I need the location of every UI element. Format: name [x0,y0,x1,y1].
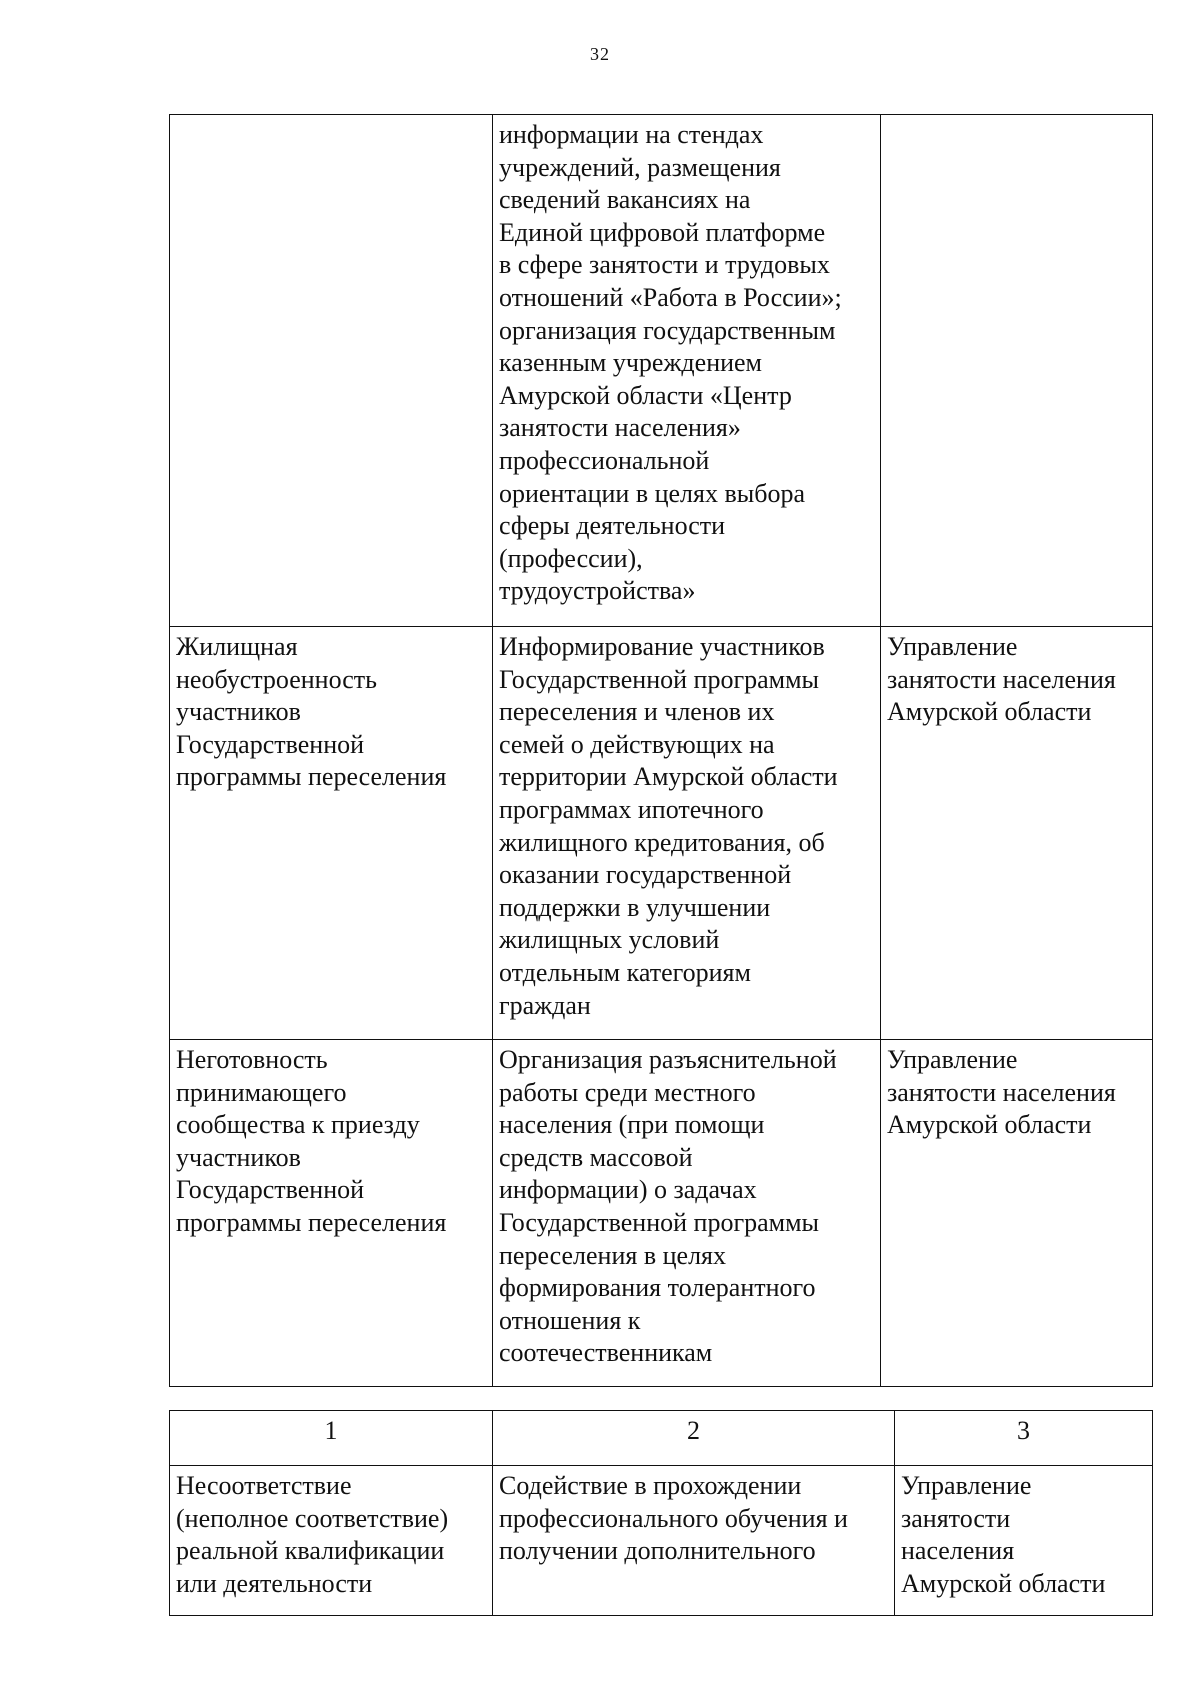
responsible-cell [881,115,1153,627]
responsible-cell: Управление занятости населения Амурской области [881,627,1153,1040]
measures-table-continued [169,1410,1153,1616]
measures-table [169,114,1153,1387]
measure-cell: информации на стендах учреждений, размещения сведений вакансиях на Единой цифровой платформе в сфере занятости и трудовых отношений «Работа в России»; организация государственным казенным учреждением Амурской области «Центр занятости населения» профессиональной ориентации в целях выбора сферы деятельности (профессии), трудоустройства» [493,115,881,627]
table-row [170,1466,1153,1616]
column-number-2: 2 [493,1411,895,1466]
risk-cell: Неготовность принимающего сообщества к приезду участников Государственной программы переселения [170,1040,493,1387]
measure-cell: Организация разъяснительной работы среди местного населения (при помощи средств массовой информации) о задачах Государственной программы переселения в целях формирования толерантного отношения к соотечественникам [493,1040,881,1387]
table-row [170,1040,1153,1387]
risk-cell: Жилищная необустроенность участников Государственной программы переселения [170,627,493,1040]
column-number-row [170,1411,1153,1466]
page-number: 32 [590,44,610,64]
risk-cell [170,115,493,627]
table-row [170,627,1153,1040]
column-number-3: 3 [895,1411,1153,1466]
column-number-1: 1 [170,1411,493,1466]
responsible-cell: Управление занятости населения Амурской области [881,1040,1153,1387]
responsible-cell: Управление занятости населения Амурской области [895,1466,1153,1616]
risk-cell: Несоответствие (неполное соответствие) реальной квалификации или деятельности [170,1466,493,1616]
measure-cell: Информирование участников Государственной программы переселения и членов их семей о действующих на территории Амурской области программах ипотечного жилищного кредитования, об оказании государственной поддержки в улучшении жилищных условий отдельным категориям граждан [493,627,881,1040]
measure-cell: Содействие в прохождении профессионального обучения и получении дополнительного [493,1466,895,1616]
table-row [170,115,1153,627]
